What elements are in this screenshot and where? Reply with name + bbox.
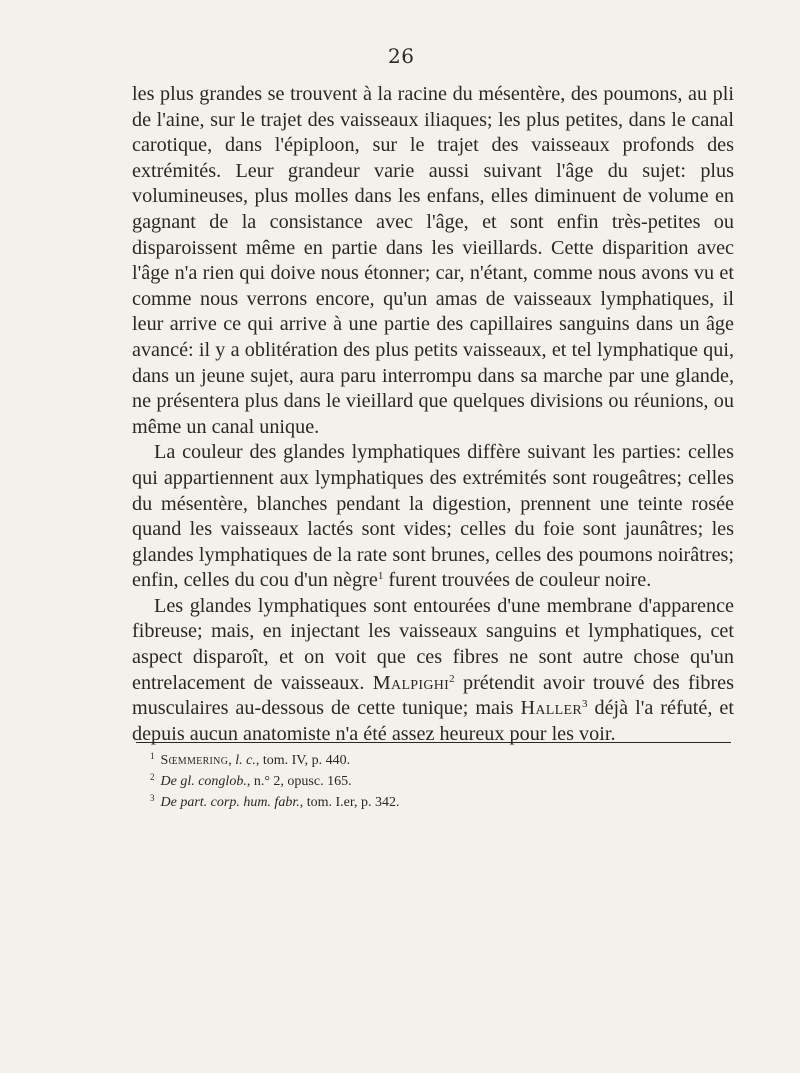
footnote-ref[interactable]: 3 — [581, 698, 588, 711]
footnote — [136, 790, 736, 811]
footnote: $^1$ Sœmmering, l. c., tom. IV, p. 440. — [150, 751, 351, 768]
page-number: 26 — [388, 44, 415, 68]
paragraph-text: prétendit avoir trouvé des fibres musculaires au-dessous de cette tunique; mais — [132, 671, 734, 720]
footnote-title: l. c. — [235, 753, 256, 768]
footnote-title: De gl. conglob. — [160, 774, 247, 789]
paragraph-glands-size: les plus grandes se trouvent à la racine du mésentère, des poumons, au pli de l'aine, sur le trajet des vaisseaux iliaques; les plus petites, dans le canal carotique, dans l'épiploon, sur le trajet des vaisseaux profonds des extrémités. Leur grandeur varie aussi suivant l'âge du sujet: plus volumineuses, plus molles dans les enfans, elles diminuent de volume en gagnant de la consistance avec l'âge, et sont enfin très-petites ou disparoissent même en partie dans les vieillards. Cette disparition avec l'âge n'a rien qui doive nous étonner; car, n'étant, comme nous avons vu et comme nous verrons encore, qu'un amas de vaisseaux lymphatiques, il leur arrive ce qui arrive à une partie des capillaires sanguins dans un âge avancé: il y a oblitération des plus petits vaisseaux, et tel lymphatique qui, dans un jeune sujet, aura paru interrompu dans sa marche par une glande, ne présentera plus dans le vieillard que quelques divisions ou réunions, ou même un canal unique. — [132, 83, 734, 438]
footnote-text: , tom. I.er, p. 342. — [299, 795, 400, 810]
footnote-text: , n.° 2, opusc. 165. — [246, 774, 352, 789]
footnote-number: 1 — [150, 751, 155, 761]
body-text — [132, 82, 734, 747]
author-name: Haller — [520, 697, 582, 720]
paragraph-text: furent trouvées de couleur noire. — [383, 569, 652, 592]
footnotes — [136, 748, 736, 811]
paragraph-glands-membrane — [132, 594, 734, 748]
footnote-ref[interactable]: 2 — [449, 672, 455, 685]
footnote-author: Sœmmering — [160, 753, 229, 768]
paragraph-text: déjà l'a réfuté, et depuis aucun anatomiste n'a été assez heureux pour les voir. — [132, 697, 735, 745]
footnote-ref[interactable]: 1 — [377, 570, 384, 583]
footnote-title: De part. corp. hum. fabr. — [160, 795, 300, 810]
footnote — [136, 769, 736, 790]
paragraph-glands-color — [132, 440, 734, 594]
footnote-text: , tom. IV, p. 440. — [255, 753, 351, 768]
footnote-number: 3 — [150, 793, 155, 803]
footnote-divider — [136, 742, 731, 743]
author-name: Malpighi — [372, 671, 450, 694]
paragraph-text: La couleur des glandes lymphatiques diffère suivant les parties: celles qui appartiennent aux lymphatiques des extrémités sont rougeâtres; celles du mésentère, blanches pendant la digestion, prennent une teinte rosée quand les vaisseaux lactés sont vides; celles du foie sont jaunâtres; les glandes lymphatiques de la rate sont brunes, celles des poumons noirâtres; enfin, celles du cou d'un nègre — [132, 441, 734, 592]
footnote-number: 2 — [150, 772, 155, 782]
paragraph-text: Les glandes lymphatiques sont entourées d'une membrane d'apparence fibreuse; mais, en injectant les vaisseaux sanguins et lymphatiques, cet aspect disparoît, et on voit que ces fibres ne sont autre chose qu'un entrelacement de vaisseaux. — [132, 594, 734, 694]
